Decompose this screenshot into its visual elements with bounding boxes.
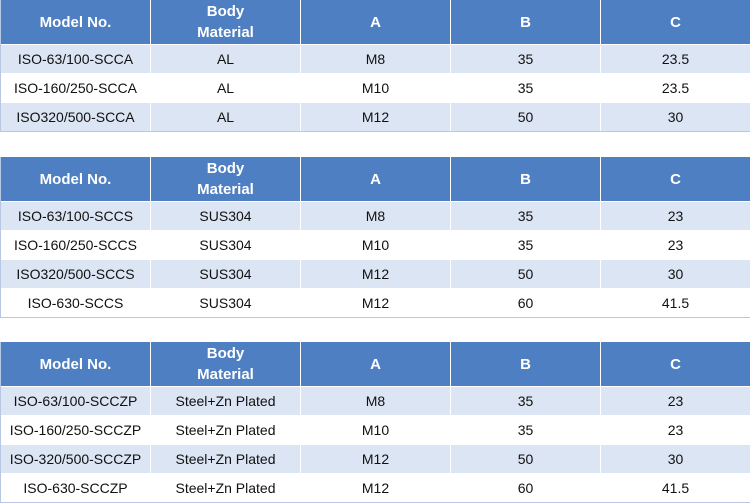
cell-body-material: Steel+Zn Plated [151,387,301,416]
cell-c: 23 [601,387,750,416]
cell-body-material: Steel+Zn Plated [151,416,301,445]
table-row [1,231,750,260]
cell-a: M8 [301,45,451,74]
cell-body-material: SUS304 [151,202,301,231]
cell-model-no: ISO-160/250-SCCS [1,231,151,260]
table-row [1,445,750,474]
cell-b: 35 [451,45,601,74]
cell-c: 23 [601,416,750,445]
table-row [1,289,750,318]
cell-model-no: ISO-320/500-SCCZP [1,445,151,474]
cell-model-no: ISO-63/100-SCCA [1,45,151,74]
cell-a: M12 [301,289,451,318]
spec-table-aluminum [0,0,750,132]
cell-a: M12 [301,474,451,503]
header-body-material [151,342,301,387]
header-model-no: Model No. [1,0,151,45]
header-material-line: Material [151,179,300,200]
table-header-row [1,342,750,387]
cell-model-no: ISO-63/100-SCCZP [1,387,151,416]
header-body-line: Body [151,1,300,22]
header-model-no: Model No. [1,342,151,387]
cell-b: 35 [451,231,601,260]
table-row [1,103,750,132]
table-header-row [1,157,750,202]
table-row [1,260,750,289]
cell-b: 35 [451,416,601,445]
table-header-row [1,0,750,45]
header-c: C [601,0,750,45]
table-row [1,387,750,416]
cell-c: 23 [601,202,750,231]
cell-body-material: SUS304 [151,260,301,289]
cell-c: 23 [601,231,750,260]
cell-a: M12 [301,260,451,289]
cell-a: M12 [301,445,451,474]
cell-a: M8 [301,202,451,231]
cell-a: M10 [301,74,451,103]
cell-model-no: ISO320/500-SCCA [1,103,151,132]
table-row [1,474,750,503]
cell-a: M12 [301,103,451,132]
table-row [1,202,750,231]
cell-a: M10 [301,231,451,260]
spec-table-stainless [0,157,750,318]
header-a: A [301,157,451,202]
cell-b: 35 [451,202,601,231]
cell-b: 35 [451,387,601,416]
cell-c: 30 [601,445,750,474]
cell-model-no: ISO-630-SCCS [1,289,151,318]
cell-model-no: ISO-63/100-SCCS [1,202,151,231]
cell-a: M10 [301,416,451,445]
header-material-line: Material [151,364,300,385]
cell-model-no: ISO-630-SCCZP [1,474,151,503]
cell-b: 50 [451,260,601,289]
cell-c: 30 [601,103,750,132]
cell-body-material: SUS304 [151,231,301,260]
cell-body-material: AL [151,74,301,103]
spec-table-zinc-plated [0,342,750,503]
cell-b: 60 [451,289,601,318]
cell-model-no: ISO320/500-SCCS [1,260,151,289]
header-a: A [301,342,451,387]
header-material-line: Material [151,22,300,43]
cell-b: 35 [451,74,601,103]
cell-c: 41.5 [601,474,750,503]
cell-model-no: ISO-160/250-SCCA [1,74,151,103]
header-b: B [451,157,601,202]
cell-body-material: AL [151,45,301,74]
header-body-line: Body [151,158,300,179]
cell-a: M8 [301,387,451,416]
header-body-material [151,157,301,202]
header-b: B [451,0,601,45]
cell-body-material: Steel+Zn Plated [151,445,301,474]
cell-c: 41.5 [601,289,750,318]
header-c: C [601,157,750,202]
cell-b: 60 [451,474,601,503]
cell-body-material: Steel+Zn Plated [151,474,301,503]
table-row [1,74,750,103]
header-model-no: Model No. [1,157,151,202]
cell-c: 30 [601,260,750,289]
table-row [1,45,750,74]
header-c: C [601,342,750,387]
cell-body-material: SUS304 [151,289,301,318]
header-body-material [151,0,301,45]
header-a: A [301,0,451,45]
cell-c: 23.5 [601,45,750,74]
table-row [1,416,750,445]
header-body-line: Body [151,343,300,364]
header-b: B [451,342,601,387]
cell-body-material: AL [151,103,301,132]
cell-b: 50 [451,445,601,474]
cell-b: 50 [451,103,601,132]
cell-model-no: ISO-160/250-SCCZP [1,416,151,445]
cell-c: 23.5 [601,74,750,103]
